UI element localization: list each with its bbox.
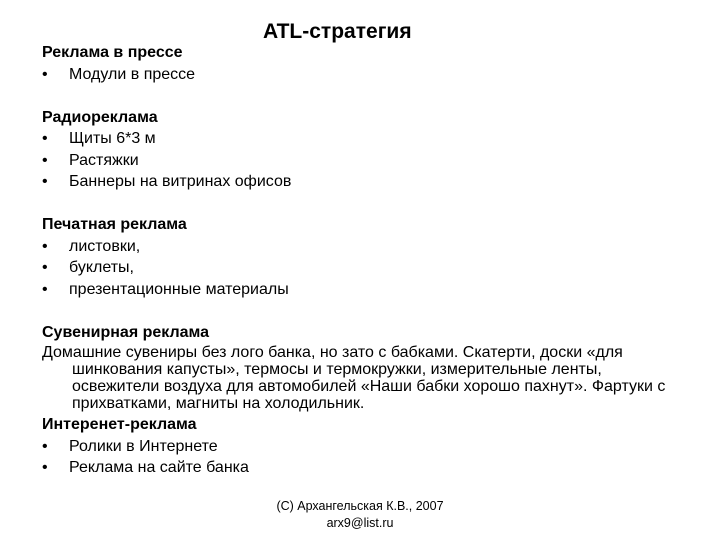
section-heading: Сувенирная реклама	[42, 323, 210, 341]
section-radio	[42, 107, 682, 193]
section-heading: Интеренет-реклама	[42, 416, 197, 433]
list-item	[42, 436, 682, 458]
email-text: arx9@list.ru	[326, 516, 394, 530]
list-item	[42, 150, 682, 172]
section-press	[42, 42, 682, 85]
copyright-text: (C) Архангельская К.В., 2007	[276, 499, 444, 513]
section-heading: Радиореклама	[42, 108, 158, 126]
list-item	[42, 128, 682, 150]
slide-content	[42, 42, 682, 479]
list-item-text: Реклама на сайте банка	[69, 459, 249, 476]
list-item-text: буклеты,	[69, 259, 134, 276]
list-item-text: презентационные материалы	[69, 280, 289, 298]
section-print	[42, 214, 682, 300]
bullet-icon: •	[42, 173, 48, 190]
bullet-icon: •	[42, 151, 48, 169]
bullet-icon: •	[42, 437, 48, 455]
list-item-text: Растяжки	[69, 151, 139, 169]
bullet-icon: •	[42, 280, 48, 298]
list-item	[42, 257, 682, 279]
list-item	[42, 279, 682, 301]
bullet-icon: •	[42, 459, 48, 476]
bullet-icon: •	[42, 65, 48, 83]
section-heading: Реклама в прессе	[42, 44, 183, 61]
list-item-text: Ролики в Интернете	[69, 437, 218, 455]
list-item-text: листовки,	[69, 237, 141, 255]
slide-title: ATL-стратегия	[263, 20, 412, 43]
bullet-icon: •	[42, 259, 48, 276]
bullet-icon: •	[42, 130, 48, 147]
slide-footer	[230, 498, 490, 532]
list-item	[42, 457, 682, 479]
section-internet	[42, 414, 682, 479]
list-item	[42, 64, 682, 86]
list-item-text: Щиты 6*3 м	[69, 130, 156, 147]
section-heading: Печатная реклама	[42, 216, 187, 233]
section-souvenir	[42, 322, 682, 413]
section-paragraph: Домашние сувениры без лого банка, но зато с бабками. Скатерти, доски «для шинкования капусты», термосы и термокружки, измерительные ленты, освежители воздуха для автомобилей «Наши бабки хорошо пахнут». Фартуки с прихватками, магниты на холодильник.	[42, 344, 666, 412]
list-item	[42, 236, 682, 258]
list-item	[42, 171, 682, 193]
bullet-icon: •	[42, 237, 48, 255]
list-item-text: Баннеры на витринах офисов	[69, 173, 292, 190]
list-item-text: Модули в прессе	[69, 65, 196, 83]
